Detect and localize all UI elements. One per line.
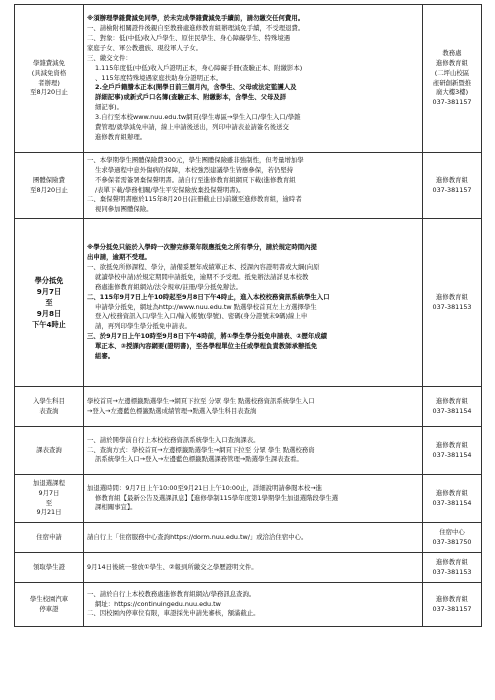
item-description-cell [84, 475, 423, 523]
contact-line: 037-381157 [432, 185, 472, 194]
table-row [15, 427, 482, 475]
description-line: 二、查詢方式：學校首頁→左邊標籤點選學生→網頁下拉至 分眾 學生 點選校務資 [87, 445, 315, 454]
description-line: 修教育組【最新公告及選課訊息】【進修學制115學年度第1學期學生加退選階段學生選 [95, 493, 339, 502]
description-line: 請，再列印學生學分抵免申請表。 [95, 322, 191, 331]
contact-cell [423, 523, 482, 553]
item-description-cell [84, 523, 423, 553]
item-label-line: 9月7日 [36, 286, 62, 296]
item-label-line: 9月7日 [38, 488, 60, 497]
item-label-line: 學分抵免 [34, 275, 64, 285]
table-row [15, 523, 482, 553]
item-label-line: 至 [45, 297, 53, 307]
description-line: 就讀學校申請)於規定期間申請抵免，逾期不予受理。抵免辦法請詳見本校教 [95, 272, 309, 281]
description-line: 、115年度特殊境遇家庭扶助身分證明正本。 [95, 73, 223, 82]
item-label-line: 9月8日 [36, 309, 62, 319]
description-line: 出申請，逾期不受理。 [87, 252, 151, 261]
contact-cell [423, 5, 482, 153]
description-line: 不參保者需簽署棄保聲明書。請自行至進修教育組網頁下載(進修教育組 [95, 175, 296, 184]
item-label-line: 團體保險費 [33, 175, 65, 184]
description-line: 二、對象：低(中低)收入戶學生、原住民學生、身心障礙學生、特殊境遇 [87, 33, 291, 42]
description-line: 學校首頁→左邊標籤點選學生→網頁下拉至 分眾 學生 點選校務資訊系統學生入口 [87, 396, 315, 405]
item-label-cell [15, 583, 84, 627]
contact-line: (二坪山校區 [434, 68, 470, 77]
item-label-line: 停車證 [39, 604, 59, 613]
contact-line: 住宿中心 [439, 527, 465, 536]
item-label-cell [15, 219, 84, 387]
item-label-line: 加退選課程 [33, 478, 65, 487]
contact-line: 教務處 [442, 48, 462, 57]
contact-line: 037-381154 [432, 498, 472, 507]
contact-line: 進修教育組 [436, 594, 468, 603]
contact-line: 037-381157 [432, 604, 472, 613]
description-line: 3.自行至本校www.nuu.edu.tw網頁(學生專區→學生入口/學生入口/學雜 [95, 113, 301, 122]
registration-notice-table [14, 4, 482, 627]
item-description-cell [84, 219, 423, 387]
description-line: 生求學過程中意外傷病的保障，本校強烈建議學生皆應參保，若仍堅持 [95, 165, 294, 174]
item-label-line: 入學生科目 [33, 396, 65, 405]
item-label-line: 領取學生證 [33, 562, 65, 571]
item-description-cell [84, 553, 423, 583]
description-line: /表單下載/學務相關/學生平安保險放棄投保聲明書)。 [95, 185, 245, 194]
item-description-cell [84, 583, 423, 627]
description-line: 進修教育組辦理。 [95, 133, 147, 142]
item-label-cell [15, 475, 84, 523]
description-line: 單正本、③授課內容網要(證明書)，至各學程單位主任或學程負責教師承辦抵免 [95, 342, 318, 351]
description-line: 一、請檢附相關證件後親自至教務處進修教育組辦理減免手續，不受理退費。 [87, 23, 305, 32]
contact-line: 037-381157 [432, 98, 472, 107]
table-row [15, 583, 482, 627]
description-line: 家庭子女、軍公教遺族、現役軍人子女。 [87, 43, 203, 52]
table-row [15, 387, 482, 427]
table-row [15, 219, 482, 387]
item-label-line: 學生校園汽車 [29, 594, 69, 603]
item-label-line: 者辦理) [38, 78, 60, 87]
contact-cell [423, 553, 482, 583]
document-page [14, 4, 482, 627]
contact-line: 產研創新暨推 [432, 78, 472, 87]
item-label-line: 至 [45, 498, 53, 507]
item-label-cell [15, 153, 84, 219]
description-line: →登入→左邊藍色標籤點選成績管理→點選入學生科目表查詢 [87, 406, 257, 415]
description-line: 細記事)。 [95, 103, 124, 112]
item-description-cell [84, 387, 423, 427]
description-line: 9月14日後統一發放①學生、②報到所繳交之學歷證明文件。 [87, 562, 258, 571]
contact-line: 進修教育組 [436, 292, 468, 301]
item-label-line: 至8月20日止 [30, 185, 68, 194]
description-line: 課相關事宜】。 [95, 503, 137, 512]
contact-cell [423, 583, 482, 627]
description-line: ※須辦理學雜費減免同學，於未完成學雜費減免手續前，請勿繳交任何費用。 [87, 14, 305, 22]
description-line: 申請學分抵免，網址為http://www.nuu.edu.tw 點選學校首頁左上方選擇學生 [95, 302, 317, 311]
table-row [15, 553, 482, 583]
item-label-cell [15, 427, 84, 475]
item-label-line: (具減免資格 [31, 68, 67, 77]
item-label-cell [15, 553, 84, 583]
description-line: 一、欲抵免所修課程、學分，請備妥歷年成績單正本、授課內容證明書或大綱(向原 [87, 262, 320, 271]
description-line: 網址：https://continuingedu.nuu.edu.tw [95, 599, 221, 608]
description-line: ※學分抵免只能於入學時一次辦完修業年限應抵免之所有學分，請於規定時間內提 [87, 242, 317, 251]
contact-line: 037-381153 [432, 302, 472, 311]
contact-line: 037-381154 [432, 406, 472, 415]
item-description-cell [84, 153, 423, 219]
description-line: 務處進修教育組網站/法令規章/註冊/學分抵免辦法。 [95, 282, 243, 291]
item-label-line: 至8月20日止 [30, 88, 68, 97]
item-label-cell [15, 523, 84, 553]
contact-line: 進修教育組 [436, 175, 468, 184]
contact-line: 廣大樓3樓) [435, 88, 469, 97]
contact-line: 進修教育組 [436, 396, 468, 405]
description-line: 視同參加團體保險。 [95, 205, 153, 214]
item-label-line: 課表查詢 [36, 445, 62, 454]
contact-line: 037-381154 [432, 450, 472, 459]
item-description-cell [84, 427, 423, 475]
description-line: 2.全戶戶籍謄本正本(開學日前三個月內，含學生、父母或法定監護人及 [95, 83, 297, 92]
contact-cell [423, 427, 482, 475]
description-line: 登入/校務資訊入口/學生入口/輸入帳號(學號)、密碼(身分證號末9碼)線上申 [95, 312, 308, 321]
contact-line: 進修教育組 [436, 488, 468, 497]
description-line: 三、於9月7日上午10時至9月8日下午4時前，將①學生學分抵免申請表、②歷年成績 [87, 332, 328, 341]
contact-line: 進修教育組 [436, 557, 468, 566]
table-row [15, 153, 482, 219]
description-line: 組審。 [95, 352, 115, 361]
contact-cell [423, 153, 482, 219]
item-label-cell [15, 387, 84, 427]
table-row [15, 5, 482, 153]
description-line: 費管理/就學減免申請，線上申請後送出，列印申請表並請簽名後送交 [95, 123, 289, 132]
item-label-line: 9月21日 [36, 508, 62, 517]
description-line: 請自行上「住宿服務中心查詢https://dorm.nuu.edu.tw/」或洽洽住宿中心。 [87, 532, 308, 541]
item-label-line: 下午4時止 [32, 320, 66, 330]
contact-line: 037-381153 [432, 567, 472, 576]
description-line: 1.115年度低(中低)收入戶證明正本，身心障礙手冊(查驗正本、附繳影本) [95, 63, 303, 72]
description-line: 二、115年9月7日上午10時起至9月8日下午4時止，進入本校校務資訊系統學生入口 [87, 292, 330, 301]
description-line: 加退選時間：9月7日上午10:00至9月21日上午10:00止，詳細說明請參閱本校→進 [87, 483, 323, 492]
description-line: 二、因校園內停車位有限，車證採先申請先審核，額滿截止。 [87, 609, 260, 618]
description-line: 詳細記事)或新式戶口名簿(查驗正本、附繳影本，含學生、父母及詳 [95, 93, 287, 102]
item-label-line: 住宿申請 [36, 532, 62, 541]
description-line: 一、請於開學前自行上本校校務資訊系統學生入口查詢課表。 [87, 435, 260, 444]
description-line: 訊系統學生入口→登入→左邊藍色標籤點選課務管理→點選學生課表查看。 [95, 455, 303, 464]
contact-cell [423, 219, 482, 387]
item-label-line: 學雜費減免 [33, 58, 65, 67]
contact-cell [423, 387, 482, 427]
description-line: 一、請於自行上本校教務處進修教育組網站/學務訊息查詢。 [87, 589, 256, 598]
contact-line: 進修教育組 [436, 58, 468, 67]
description-line: 三、繳交文件： [87, 53, 132, 62]
description-line: 二、棄保聲明書應於115年8月20日(註冊截止日)前繳至進修教育組，逾時者 [87, 195, 302, 204]
contact-line: 037-381750 [432, 537, 472, 546]
table-row [15, 475, 482, 523]
contact-line: 進修教育組 [436, 440, 468, 449]
description-line: 一、本學期學生團體保險費300元，學生團體保險雖非強制性，但考量增加學 [87, 155, 304, 164]
contact-cell [423, 475, 482, 523]
item-label-line: 表查詢 [39, 406, 59, 415]
item-description-cell [84, 5, 423, 153]
item-label-cell [15, 5, 84, 153]
